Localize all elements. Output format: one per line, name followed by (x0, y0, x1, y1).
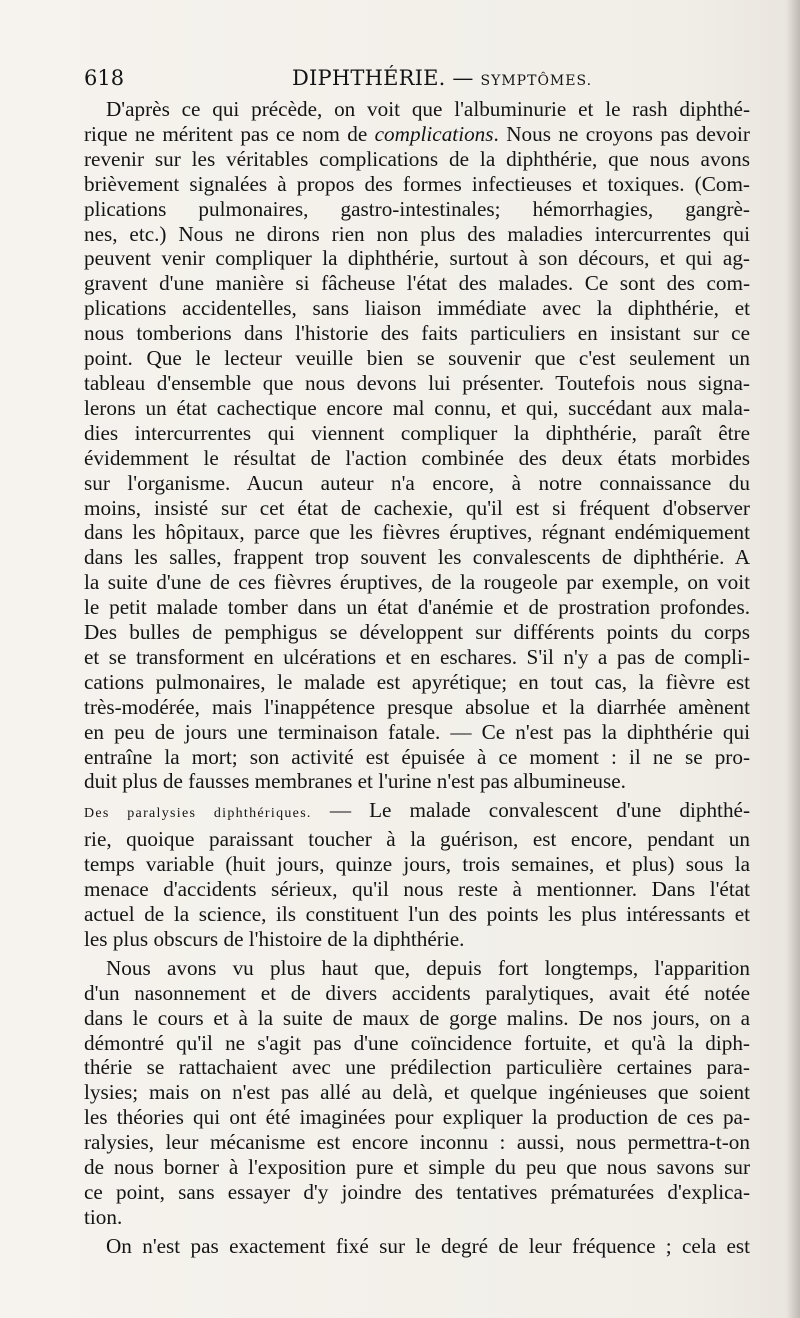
text-line: et se transforment en ulcérations et en eschares. S'il n'y a pas de compli- (84, 644, 750, 669)
text-line: plications accidentelles, sans liaison immédiate avec la diphthérie, et (84, 296, 750, 321)
text-fragment: . Nous ne croyons pas devoir (493, 121, 750, 146)
text-line: évidemment le résultat de l'action combinée des deux états morbides (84, 445, 750, 470)
text-line: rie, quoique paraissant toucher à la guérison, est encore, pendant un (84, 827, 750, 852)
text-line: gravent d'une manière si fâcheuse l'état des malades. Ce sont des com- (84, 271, 750, 296)
text-line: lerons un état cachectique encore mal connu, et qui, succédant aux mala- (84, 395, 750, 420)
text-line: les plus obscurs de l'histoire de la diphthérie. (84, 926, 465, 951)
text-line: ce point, sans essayer d'y joindre des tentatives prématurées d'explica- (84, 1179, 750, 1204)
text-line: On n'est pas exactement fixé sur le degré de leur fréquence ; cela est (106, 1233, 750, 1258)
running-title (292, 66, 592, 90)
text-line: la suite d'une de ces fièvres éruptives, de la rougeole par exemple, on voit (84, 570, 750, 595)
running-title-main: DIPHTHÉRIE. — (292, 66, 474, 90)
text-line (84, 798, 750, 827)
text-line: le petit malade tomber dans un état d'anémie et de prostration profondes. (84, 595, 750, 620)
text-line: ralysies, leur mécanisme est encore inconnu : aussi, nous permettra-t-on (84, 1130, 750, 1155)
text-line: tableau d'ensemble que nous devons lui présenter. Toutefois nous signa- (84, 370, 750, 395)
text-line: lysies; mais on n'est pas allé au delà, et quelque ingénieuses que soient (84, 1080, 750, 1105)
page-number: 618 (84, 66, 125, 90)
text-line: sur l'organisme. Aucun auteur n'a encore, à notre connaissance du (84, 470, 750, 495)
page-header (84, 66, 748, 96)
text-line: actuel de la science, ils constituent l'un des points les plus intéressants et (84, 902, 750, 926)
text-line: duit plus de fausses membranes et l'urine n'est pas albumineuse. (84, 769, 626, 794)
text-line: temps variable (huit jours, quinze jours, trois semaines, et plus) sous la (84, 852, 750, 877)
text-line: brièvement signalées à propos des formes infectieuses et toxiques. (Com- (84, 171, 750, 196)
text-line: moins, insisté sur cet état de cachexie, qu'il est si fréquent d'observer (84, 495, 750, 520)
text-line: dies intercurrentes qui viennent compliquer la diphthérie, paraît être (84, 420, 750, 445)
text-line: menace d'accidents sérieux, qu'il nous reste à mentionner. Dans l'état (84, 877, 750, 902)
text-line: thérie se rattachaient avec une prédilection particulière certaines para- (84, 1055, 750, 1080)
section-lead: Des paralysies diphthériques. (84, 806, 312, 822)
text-line: très-modérée, mais l'inappétence presque absolue et la diarrhée amènent (84, 694, 750, 719)
page-edge-shadow (786, 0, 800, 1318)
text-line: en peu de jours une terminaison fatale. — Ce n'est pas la diphthérie qui (84, 719, 750, 744)
text-line: D'après ce qui précède, on voit que l'albuminurie et le rash diphthé- (106, 97, 750, 121)
text-line: cations pulmonaires, le malade est apyrétique; en tout cas, la fièvre est (84, 669, 750, 694)
text-line: point. Que le lecteur veuille bien se souvenir que c'est seulement un (84, 346, 750, 371)
text-line: de nous borner à l'exposition pure et simple du peu que nous savons sur (84, 1155, 750, 1180)
text-line: nes, etc.) Nous ne dirons rien non plus des maladies intercurrentes qui (84, 221, 750, 246)
text-line: peuvent venir compliquer la diphthérie, surtout à son décours, et qui ag- (84, 246, 750, 271)
text-line: Des bulles de pemphigus se développent sur différents points du corps (84, 620, 750, 645)
text-line: tion. (84, 1204, 123, 1229)
text-line: démontré qu'il ne s'agit pas d'une coïncidence fortuite, et qu'à la diph- (84, 1030, 750, 1055)
text-fragment: — Le malade convalescent d'une diphthé- (311, 798, 750, 823)
text-line: dans le cours et à la suite de maux de gorge malins. De nos jours, on a (84, 1005, 750, 1030)
text-line: dans les salles, frappent trop souvent les convalescents de diphthérie. A (84, 545, 750, 570)
text-line: entraîne la mort; son activité est épuisée à ce moment : il ne se pro- (84, 744, 750, 769)
text-line: revenir sur les véritables complications de la diphthérie, que nous avons (84, 146, 750, 171)
text-line: d'un nasonnement et de divers accidents paralytiques, avait été notée (84, 980, 750, 1005)
text-line (84, 122, 750, 147)
italic-term: complications (374, 121, 494, 146)
text-line: nous tomberions dans l'historie des faits particuliers en insistant sur ce (84, 321, 750, 346)
text-line: plications pulmonaires, gastro-intestinales; hémorrhagies, gangrè- (84, 196, 750, 221)
text-fragment: rique ne méritent pas ce nom de (84, 121, 375, 146)
body-text (84, 97, 750, 1259)
text-line: Nous avons vu plus haut que, depuis fort longtemps, l'apparition (106, 955, 750, 980)
text-line: dans les hôpitaux, parce que les fièvres éruptives, régnant endémiquement (84, 520, 750, 545)
running-title-sub: SYMPTÔMES. (480, 73, 593, 89)
text-line: les théories qui ont été imaginées pour expliquer la production de ces pa- (84, 1105, 750, 1130)
